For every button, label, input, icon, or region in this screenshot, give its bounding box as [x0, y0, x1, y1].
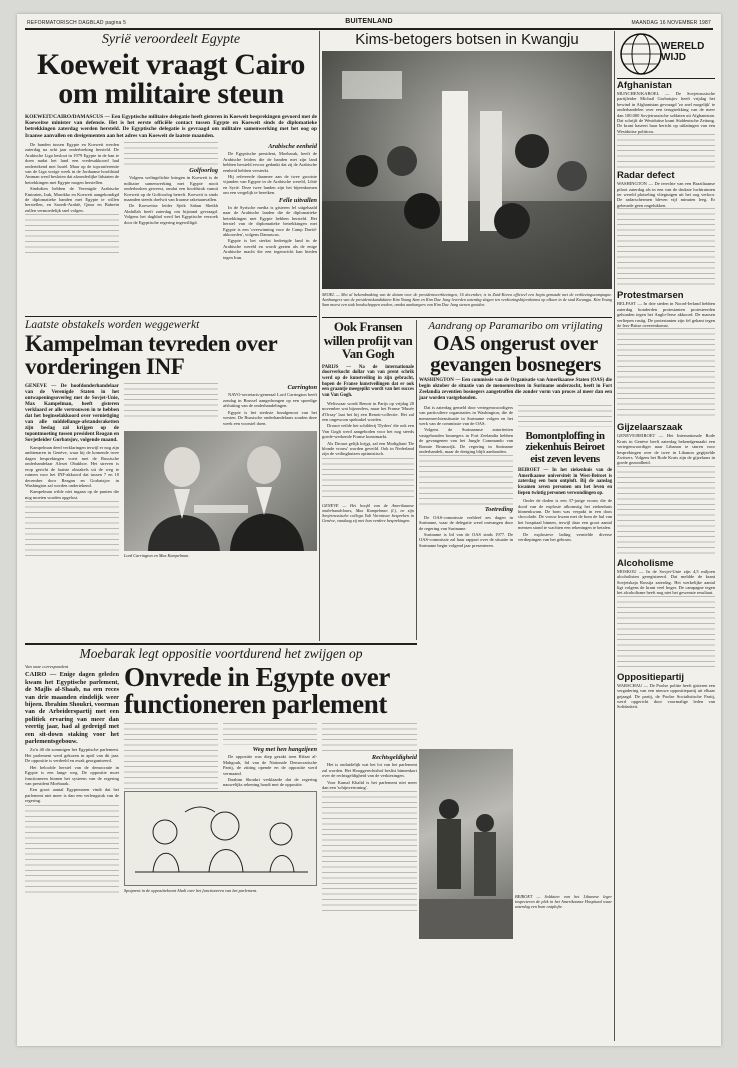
article-column [223, 383, 317, 427]
article-paragraph: De OAS-commissie verbleef zes dagen in Suriname, waar de delegatie werd ontvangen door de regering van Suriname. [419, 514, 513, 531]
article-paragraph: Kampelman deed verklaringen terwijl er nog zijn ambtenaren in Genève, waar hij de komende twee dagen besprekingen voert met de Russische onderhandelaar Alexei Obukhov. Het streven is erop gericht de laatste obstakels uit de weg te ruimen voor het INF-akkoord dat tussen 7 en 10 december door Reagan en Gorbatsjov in Washington zal worden ondertekend. [25, 445, 119, 488]
article-fransen [322, 320, 414, 640]
newspaper-page [17, 14, 721, 1046]
article-kicker: Syrië veroordeelt Egypte [101, 32, 241, 47]
subheading: Felle uitvallen [278, 196, 317, 204]
issue-date: MAANDAG 16 NOVEMBER 1987 [631, 20, 711, 26]
sidebar-wereld-wijd [617, 31, 715, 1041]
text-continuation [25, 805, 119, 895]
article-column [124, 142, 218, 261]
article-lead: BEIROET — In het ziekenhuis van de Amerikaanse universiteit in West-Beiroet is zaterdag een bom ontploft. Bij de aanslag kwamen zeven personen om het leven en liepen twintig personen verwondingen op. [518, 468, 612, 496]
column-divider [319, 31, 320, 641]
column-divider [416, 320, 417, 640]
photo-caption: SEOEL — Met al hekendmaking van de datum voor de presidentsverkiezingen, 16 december, is in Zuid-Korea officieel een begin gemaakt met de verkiezingscampagne. Aanhangers van de presidentskandidaten Kim Young Sam en Kim Dae Jung leverden zaterdag slagen ten verkiezingsbijeenkomst op elkaar in de stad Kwangju. Kim Young Sam moest een stuk boodschappen zoeken, omdat aanhangers van Kim Dae Jung stenen gooiden. [322, 292, 612, 307]
sidebar-item-head: Alcoholisme [617, 557, 674, 569]
article-paragraph: NAVO-secretaris-generaal Lord Carrington heeft zondag in Brussel aangedrongen op een spoedige afsluiting van de onderhandelingen. [223, 392, 317, 409]
article-column [223, 142, 317, 261]
article-paragraph: Het beloofde herstel van de democratie in Egypte is een lange weg. De oppositie moet functioneren binnen het systeem van de regering van president Moebarak. [25, 764, 119, 786]
article-lead: CAIRO — Enige dagen geleden kwam het Egyptische parlement, de Majlis al-Shaab, na een reces van drie maanden eindelijk weer bijeen. Ibrahim Shoukri, voorman van de Arbeiderspartij met een politiek ervaring van meer dan veertig jaar, had al gedreigd met een sit-down staking voor het parlementsgebouw. [25, 671, 119, 746]
article-lead: KOEWEIT/CAIRO/DAMASCUS — Een Egyptische militaire delegatie heeft gisteren in Koeweit besprekingen gevoerd met de Koeweitse minister van defensie. Het is het eerste officiële contact tussen Egypte en Koeweit sinds de diplomatieke betrekkingen zaterdag werden hersteld. De Egyptische delegatie is gevraagd om militaire samenwerking met het oog op Iraanse aanvallen en dreigementen aan het adres van Koeweit de laatste maanden. [25, 113, 317, 139]
article-paragraph: Volgens welingelichte kringen in Koeweit is de militaire samenwerking met Egypte nooit onderbroken geweest, omdat een hoofdstuk vanuit Koeweit op de Golfoorlog betreft. Koeweit is sinds maanden steeds doelwit van Iraanse raketaanvallen. [124, 175, 218, 202]
text-continuation [322, 723, 417, 753]
sidebar-item-text: MUNCHEN/KABOEL — De Sovjetrussische partijleider Michail Gorbatsjov heeft vrijdag het bewind in Afghanistan gevraagd 'zo snel mogelijk' te onderhandelen over een terugtrekking van de meer dan 100.000 Sovjetrussische soldaten uit Afghanistan. Dat schrijft de Westduitse krant Süddeutsche Zeitung. De krant baseert haar bericht op uitlatingen van een Westduitse politicus. [617, 91, 715, 134]
article-headline: Kampelman tevreden over vorderingen INF [25, 331, 277, 379]
article-paragraph: De Egyptische president, Moebarak, heeft de Arabische leiders die de banden met zijn land hebben hersteld ervoor gedankt dat zij de Arabische eenheid hebben versterkt. [223, 151, 317, 173]
article-headline: Bomontploffing in ziekenhuis Beiroet eist zeven levens [525, 429, 605, 465]
photo-carrington-kampelman [124, 431, 317, 551]
article-paragraph: De oppositie was diep gezakt toen Rifaat al-Mahgoub, lid van de Nationale Democratische Partij, de zitting opende en de oppositie werd vermaand. [223, 754, 317, 776]
article-headline: Onvrede in Egypte over functioneren parlement [124, 662, 390, 719]
text-continuation [322, 458, 414, 500]
article-paragraph: Dat is zaterdag gemeld door vertegenwoordigers van particuliere organisaties in Washington, die de mensenrechtensituatie in Suriname volgen en het werk van de commissie van de OAS. [419, 404, 513, 426]
article-paragraph: Sindsdien hebben de Verenigde Arabische Emiraten, Irak, Marokko en Koeweit aangekondigd de diplomatieke banden met Egypte te willen herstellen, en Saoedi-Arabië, Qatar en Bahrein zullen vermoedelijk snel volgen. [25, 186, 119, 213]
article-column [25, 142, 119, 261]
text-continuation [419, 455, 513, 505]
logo-title: WERELD WIJD [661, 41, 705, 63]
article-paragraph: De explosieve lading vernielde diverse verdiepingen van het gebouw. [518, 531, 612, 543]
text-continuation [617, 134, 715, 168]
text-continuation [617, 596, 715, 670]
article-paragraph: Drouot veilde het schilderij 'Dyders' die ook een Van Gogh werd aangeboden voor het nog steeds goede-werkende Franse kunstmarkt. [322, 423, 414, 440]
article-oas [419, 320, 612, 741]
text-continuation [223, 723, 317, 745]
sidebar-item-text: MOSKOU — In de Sovjet-Unie zijn 4,5 miljoen alcoholisten geregistreerd. Dat meldde de krant Sovjetskaja Rossija zaterdag. Het werkelijke aantal ligt volgens de krant veel hoger. De campagne tegen het alcoholisme heeft nog niet het gewenste resultaat. [617, 568, 715, 596]
column-rule [322, 317, 612, 318]
paper-name: REFORMATORISCH DAGBLAD pagina 5 [27, 20, 127, 26]
wereld-wijd-logo [617, 31, 715, 77]
text-continuation [617, 466, 715, 556]
article-headline: OAS ongerust over gevangen bosnegers [430, 331, 601, 376]
section-rule [25, 643, 417, 645]
sidebar-item-head: Oppositiepartij [617, 671, 685, 683]
byline: Van onze correspondent [25, 664, 69, 669]
article-paragraph: Onder de doden is een 37-jarige vrouw die de dood van de explosie afkomstig het ziekenhuis binnenkwam. De bom was verpakt in een doos chocolade. De vrouw kwam met de bom de hal van het hospitaal binnen, terwijl daar een groot aantal mensen stond te wachten een rekeningen te betalen. [518, 498, 612, 531]
article-paragraph: De Koeweitse leider Sjeik Saban Sheikh Abdullah heeft zaterdag om bijstand gevraagd. Volgens het dagblad werd het Egyptische verzoek door de Egyptische regering ingewilligd. [124, 203, 218, 225]
article-column [322, 723, 417, 911]
article-paragraph: Voor Kamal Khalid is het parlement niet meer dan een 'schijnvertoning'. [322, 779, 417, 791]
sidebar-item-head: Protestmarsen [617, 290, 684, 302]
article-paragraph: Het is onduidelijk wat het lot van het parlement zal worden. Het Hooggerechtshof beslist binnenkort over de rechtsgeldigheid van de verkiezingen. [322, 762, 417, 779]
article-paragraph: In de Syrische media is gisteren fel uitgehaald naar de Arabische landen die de diplomatieke betrekkingen met Egypte hebben hersteld. Het herstel van de diplomatieke betrekkingen met Egypte is een 'overwinning voor de Camp David-akkoorden', volgens Damascus. [223, 205, 317, 238]
sidebar-item-head: Gijzelaarszaak [617, 422, 683, 434]
article-column [124, 383, 218, 427]
article-paragraph: Suriname is lid van de OAS sinds 1977. De OAS-commissie zal haar rapport over de situatie in Suriname begin volgend jaar presenteren. [419, 532, 513, 548]
article-paragraph: Zo'n 40 dit sommigen het Egyptische parlement. Het parlement werd gekozen in april van dit jaar. De oppositie is verdeeld en zwak georganiseerd. [25, 747, 119, 764]
sidebar-item-text: WASHINGTON — De terechte van een Braziliaanse piloot zaterdag als in een van de drukste luchtruimen ter wereld plotseling vliegtuigen uit het oog verloor. De radarschermen bleven vijf minuten leeg. Er gebeurde geen ongelukken. [617, 181, 715, 208]
photo-caption: BEIROET — Soldaten van het Libanese leger inspecteren de plek in het Amerikaanse Hospitaal waar zaterdag een bom ontplofte. [515, 894, 612, 910]
article-paragraph: Hij refereerde daarmee aan de twee grootste vijanden van Egypte in de Arabische wereld, Libië en Syrië. Deze twee landen zijn het bijeenkomen om een vergelijk te bereiken. [223, 174, 317, 196]
article-headline: Ook Fransen willen profijt van Van Gogh [323, 320, 413, 361]
photo-caption: Lord Carrington en Max Kampelman. [124, 552, 190, 558]
sidebar-item-text: BELFAST — In drie steden in Noord-Ierland hebben zaterdag honderden protestanten protesteerden gehouden tegen het Anglo-Ierse akkoord. De marsen verliepen rustig. De protestanten zijn fel gekant tegen de Iers-Britse overeenkomst. [617, 301, 715, 328]
subheading: Carrington [287, 384, 317, 392]
article-kicker: Laatste obstakels worden weggewerkt [25, 319, 200, 331]
sidebar-item-text: WARSCHAU — De Poolse politie heeft gisteren een vergadering van een nieuwe oppositiepartij uit elkaar gejaagd. De partij, de Poolse Socialistische Partij, werd opgericht door voormalige leden van Solidariteit. [617, 682, 715, 710]
column-rule [617, 78, 715, 79]
article-paragraph: Volgens de Surinaamse autoriteiten vastgehouden bosnegers in Fort Zeelandia hebben de gevangenen van het Jungle Commando van Ronnie Brunswijk. De regering in Suriname onderhandelt, maar de dreiging blijft aanhouden. [419, 427, 513, 455]
article-paragraph: Egypte is het sterkst bedreigde land in de Arabische wereld en wordt gezien als de enige Arabische macht die een tegenwicht kan bieden tegen Iran. [223, 238, 317, 260]
article-column [419, 405, 513, 550]
subheading: Golfoorlog [189, 166, 218, 174]
photo-kwangju [322, 51, 612, 289]
section-title: BUITENLAND [345, 18, 393, 25]
article-paragraph: Egypte is het sterkste bondgenoot van het westen. De Russische onderhandelaars zouden deze week een voorstel doen. [223, 409, 317, 426]
text-continuation [124, 383, 218, 421]
article-paragraph: Weliswaar wordt Renoir in Parijs op vrijdag 20 november wat bijzonders, maar het Franse 'Musée d'Orsay' laat het bij een Renoir-collectie. Het zal een ongewoon spektakel worden. [322, 400, 414, 422]
article-inf [25, 318, 317, 641]
column-divider [614, 31, 615, 1041]
article-paragraph: De banden tussen Egypte en Koeweit werden zaterdag na acht jaar onderbreking hersteld. De Arabische Liga besloot in 1979 Egypte in de ban te doen nadat het land een vredesakkoord had ondertekend met Israël. Maar op de topconferentie van de Liga vorige week in de Jordaanse hoofdstad Amman werd besloten dat afzonderlijke lidstaten de betrekkingen met Egypte mogen herstellen. [25, 141, 119, 185]
article-paragraph: Een groot aantal Egyptenaren vindt dat het parlement niet meer is dan een verlengstuk van de regering. [25, 787, 119, 804]
photo-figures [124, 431, 317, 551]
photo-caption: GENEVE — Het hoofd van de Amerikaanse onderhandelaars, Max Kampelman (l.), en zijn Sovjetrussische collega Yuli Vorontsov bespreken in Genève, vandaag zij met hun verdere besprekingen. [322, 502, 414, 524]
cartoon-parliament [124, 791, 317, 886]
sidebar-item-head: Radar defect [617, 170, 675, 182]
article-lead: PARIJS — Na de internationale doorverkocht dollar van van prent schrik werd op de kunstveiling in zijn gebracht, hopen de Franse kunstveilingen dat er ook een graantje meegepikt wordt van het succes van Van Gogh. [322, 364, 414, 399]
article-paragraph: Ibrahim Shoukri verklaarde dat de regering nauwelijks rekening houdt met de oppositie. [223, 777, 317, 788]
article-paragraph: Als Drouot gelijk krijgt, zal een Modigliani 'De blonde vrouw' worden geveild. Ook in Nederland zijn de veilinghuizen optimistisch. [322, 440, 414, 457]
subheading: Weg met hen hangzijeen [252, 746, 317, 753]
masthead-rule [25, 28, 713, 30]
text-continuation [617, 328, 715, 420]
text-continuation [617, 208, 715, 288]
photo-soldiers [419, 749, 513, 939]
text-continuation [518, 405, 612, 427]
subheading: Rechtsgeldigheid [371, 754, 417, 761]
article-paragraph: Kampelman wilde niet ingaan op de punten die nog moeten worden opgelost. [25, 489, 119, 500]
article-koeweit [25, 31, 317, 315]
photo-caption: Spotprent in de oppositiekrant Ahali over het functioneren van het parlement. [124, 888, 258, 894]
photo-headline: Kims-betogers botsen in Kwangju [355, 31, 579, 48]
text-continuation [25, 214, 119, 254]
article-beiroet [518, 405, 612, 550]
sidebar-item-head: Afghanistan [617, 80, 672, 91]
subheading: Arabische eenheid [268, 142, 317, 150]
article-column [25, 383, 119, 559]
article-column [25, 664, 119, 895]
cartoon-drawing [125, 792, 317, 886]
text-continuation [124, 142, 218, 166]
text-continuation [25, 501, 119, 559]
article-kicker: Moebarak legt oppositie voortdurend het zwijgen op [79, 646, 363, 661]
photo-crowd [322, 51, 612, 289]
photo-feature-kwangju [322, 31, 612, 316]
article-kicker: Aandrang op Paramaribo om vrijlating [428, 320, 603, 332]
article-lead: GENEVE — De hoofdonderhandelaar van de Verenigde Staten in het ontwapeningsoverleg met de Sovjet-Unie, Max Kampelman, heeft gisteren verklaard er alle vertrouwen in te hebben dat het beginselakkoord over vernietiging van alle middellange-afstandsraketten zijn beslag zal krijgen op de topontmoeting tussen president Reagan en Sovjetleider Gorbatsjov, volgende maand. [25, 383, 119, 444]
sidebar-item-text: GENEVE/BEIROET — Het Internationale Rode Kruis in Genève heeft zaterdag bekendgemaakt een vertegenwoordiger naar Libanon te sturen voor besprekingen over de twee in Libanon gegijzelde Zwitsers. Volgens het Rode Kruis zijn de gijzelaars in goede gezondheid. [617, 433, 715, 466]
article-moebarak [25, 646, 417, 1041]
subheading: Toetreding [484, 506, 513, 514]
column-rule [25, 316, 317, 317]
photo-beiroet [419, 749, 513, 939]
article-headline: Koeweit vraagt Cairo om militaire steun [36, 48, 306, 111]
text-continuation [322, 791, 417, 911]
article-lead: WASHINGTON — Een commissie van de Organisatie van Amerikaanse Staten (OAS) die begin oktober de situatie van de mensenrechten in Suriname onderzocht, heeft in Fort Zeelandia zeventien bosnegers aangetroffen die zonder vorm van proces al meer dan een jaar worden vastgehouden. [419, 378, 612, 401]
